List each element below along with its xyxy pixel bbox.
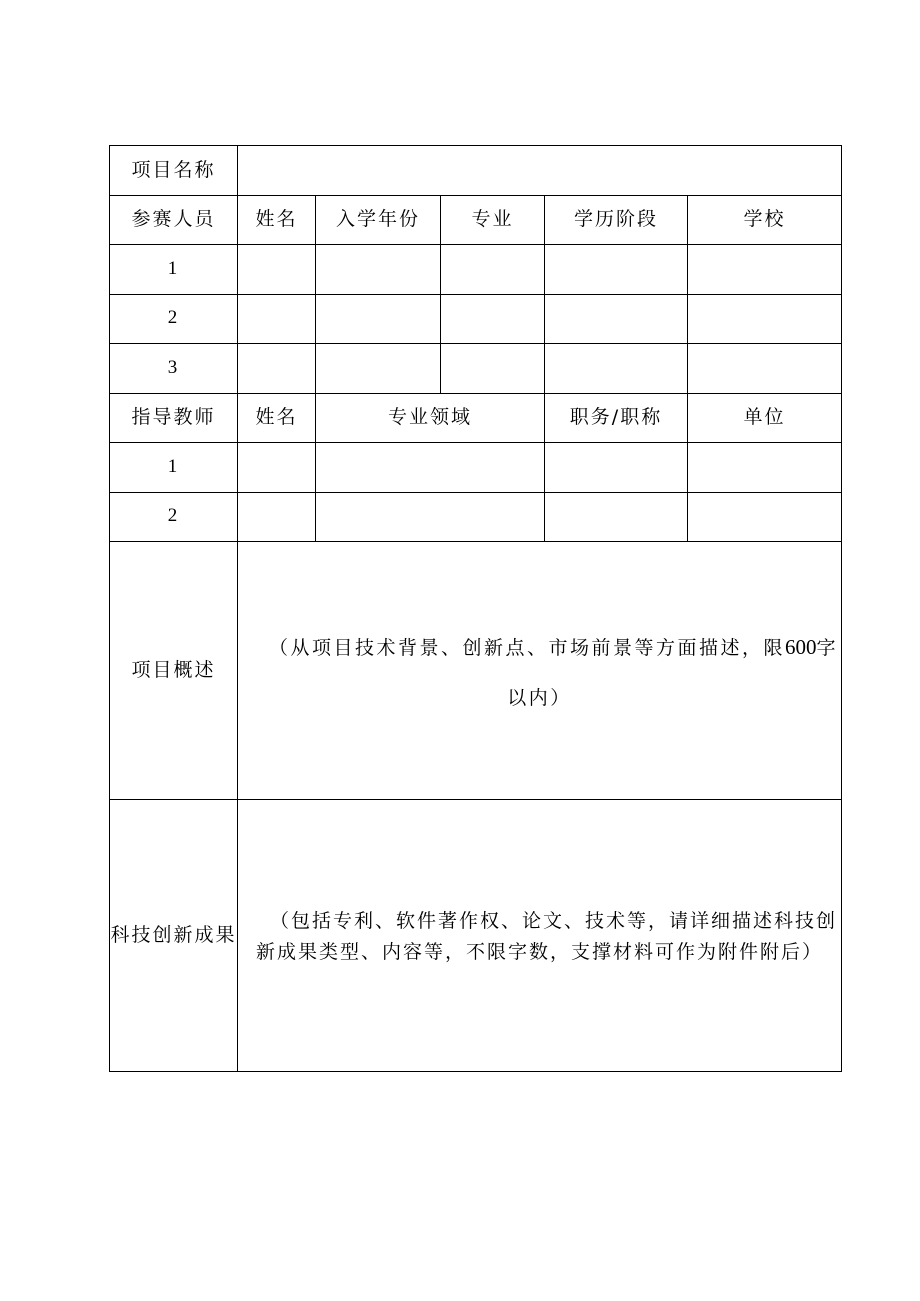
achievements-note: （包括专利、软件著作权、论文、技术等，请详细描述科技创新成果类型、内容等，不限字数，支撑材料可作为附件附后） [256,910,838,963]
overview-note [238,620,841,724]
participant-header-degree: 学历阶段 [545,195,688,245]
participant-enroll-year-cell[interactable] [316,245,441,295]
participant-row [110,294,842,344]
advisor-name-cell[interactable] [238,443,316,493]
advisor-name-cell[interactable] [238,492,316,542]
participants-label: 参赛人员 [110,195,238,245]
participant-name-cell[interactable] [238,245,316,295]
advisor-field-cell[interactable] [316,492,545,542]
participant-major-cell[interactable] [441,294,545,344]
participant-header-name: 姓名 [238,195,316,245]
advisor-title-cell[interactable] [545,443,688,493]
participant-school-cell[interactable] [688,344,842,394]
project-name-row [110,146,842,196]
advisor-unit-cell[interactable] [688,443,842,493]
participant-name-cell[interactable] [238,344,316,394]
participant-header-school: 学校 [688,195,842,245]
participant-degree-cell[interactable] [545,294,688,344]
advisor-header-field: 专业领域 [316,393,545,443]
advisors-label: 指导教师 [110,393,238,443]
advisor-row-number: 2 [110,492,238,542]
participant-row-number: 2 [110,294,238,344]
overview-field[interactable] [238,542,842,800]
participant-row-number: 3 [110,344,238,394]
achievements-label: 科技创新成果 [110,800,238,1072]
advisors-header-row [110,393,842,443]
project-name-field[interactable] [238,146,842,196]
registration-form-table [109,145,842,1072]
achievements-field[interactable] [238,800,842,1072]
overview-row [110,542,842,800]
participants-header-row [110,195,842,245]
advisor-header-unit: 单位 [688,393,842,443]
participant-enroll-year-cell[interactable] [316,344,441,394]
overview-note-number: 600 [785,634,817,659]
advisor-row [110,443,842,493]
overview-label: 项目概述 [110,542,238,800]
participant-school-cell[interactable] [688,294,842,344]
advisor-field-cell[interactable] [316,443,545,493]
advisor-title-cell[interactable] [545,492,688,542]
participant-major-cell[interactable] [441,344,545,394]
participant-name-cell[interactable] [238,294,316,344]
participant-degree-cell[interactable] [545,344,688,394]
participant-degree-cell[interactable] [545,245,688,295]
participant-major-cell[interactable] [441,245,545,295]
overview-note-part1: （从项目技术背景、创新点、市场前景等方面描述，限 [269,636,786,659]
participant-enroll-year-cell[interactable] [316,294,441,344]
advisor-header-name: 姓名 [238,393,316,443]
participant-school-cell[interactable] [688,245,842,295]
project-name-label: 项目名称 [110,146,238,196]
advisor-row [110,492,842,542]
participant-row-number: 1 [110,245,238,295]
participant-header-major: 专业 [441,195,545,245]
participant-row [110,245,842,295]
overview-note-part2: 字以内） [507,636,839,710]
advisor-unit-cell[interactable] [688,492,842,542]
advisor-header-title: 职务/职称 [545,393,688,443]
achievements-row [110,800,842,1072]
participant-row [110,344,842,394]
advisor-row-number: 1 [110,443,238,493]
participant-header-enroll-year: 入学年份 [316,195,441,245]
